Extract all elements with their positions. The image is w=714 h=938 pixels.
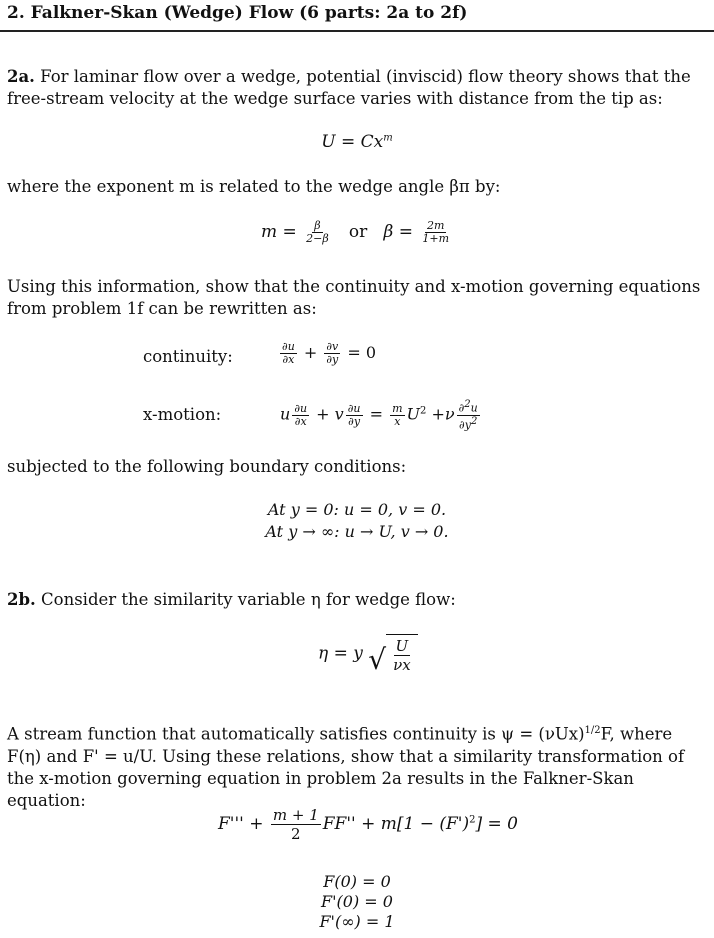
- boundary-condition-1: At y = 0: u = 0, v = 0.: [267, 500, 447, 519]
- part-b-label: 2b.: [7, 590, 36, 609]
- xmotion-equation: u $\frac{\partial u}{\partial x}$ + v $\frac{\partial u}{\partial y}$ = $\frac{m}{x}$ $U^2 +\nu$ $\frac{\partial^2u}{\partial y^2}$: [280, 399, 478, 432]
- show-text: Using this information, show that the continuity and x-motion governing equations from problem 1f can be rewritten as:: [7, 277, 701, 318]
- fs-boundary-condition-3: F'(∞) = 1: [319, 912, 395, 931]
- beta-fraction: $\frac{2m}{1+m}$: [422, 219, 450, 245]
- part-a-intro: [7, 66, 708, 110]
- fs-boundary-condition-2: F'(0) = 0: [321, 892, 393, 911]
- part-b-intro-text: Consider the similarity variable η for wedge flow:: [35, 590, 456, 609]
- eta-equation: η = y √ $\frac{U}{\nu x}$: [318, 634, 418, 674]
- wedge-angle-relations: m = $\frac{\beta}{2-\beta}$ or β = $\frac{2m}{1+m}$: [260, 219, 450, 245]
- stream-function-text: A stream function that automatically satisfies continuity is $\psi = (\nu Ux)^{1/2}F$, where F(η) and F' = u/U. Using these relations, show that a similarity transformation of the x-motion governing equation in problem 2a results in the Falkner-Skan equation:: [7, 724, 685, 810]
- falkner-skan-equation: F''' + $\frac{m + 1}{2}$ $FF'' + m[1 - (F')^2] = 0$: [218, 806, 518, 843]
- boundary-condition-2: At y → ∞: u → U, v → 0.: [265, 522, 449, 541]
- square-root: √ $\frac{U}{\nu x}$: [368, 634, 417, 674]
- fs-boundary-condition-1: F(0) = 0: [323, 872, 391, 891]
- title-underline: [0, 30, 714, 32]
- part-b-intro: [7, 589, 708, 611]
- continuity-equation: $\frac{\partial u}{\partial x}$ + $\frac{\partial v}{\partial y}$ = 0: [282, 340, 377, 366]
- bc-text: subjected to the following boundary conditions:: [7, 457, 407, 476]
- exponent-text: where the exponent m is related to the wedge angle βπ by:: [7, 177, 501, 196]
- part-a-intro-text: For laminar flow over a wedge, potential (inviscid) flow theory shows that the free-stream velocity at the wedge surface varies with distance from the tip as:: [7, 67, 691, 108]
- continuity-label: continuity:: [143, 347, 233, 366]
- problem-title: 2. Falkner-Skan (Wedge) Flow (6 parts: 2a to 2f): [7, 3, 468, 23]
- xmotion-label: x-motion:: [143, 405, 222, 424]
- velocity-equation: $U = Cx^m$: [321, 132, 393, 152]
- part-a-label: 2a.: [7, 67, 35, 86]
- m-fraction: $\frac{\beta}{2-\beta}$: [306, 219, 329, 245]
